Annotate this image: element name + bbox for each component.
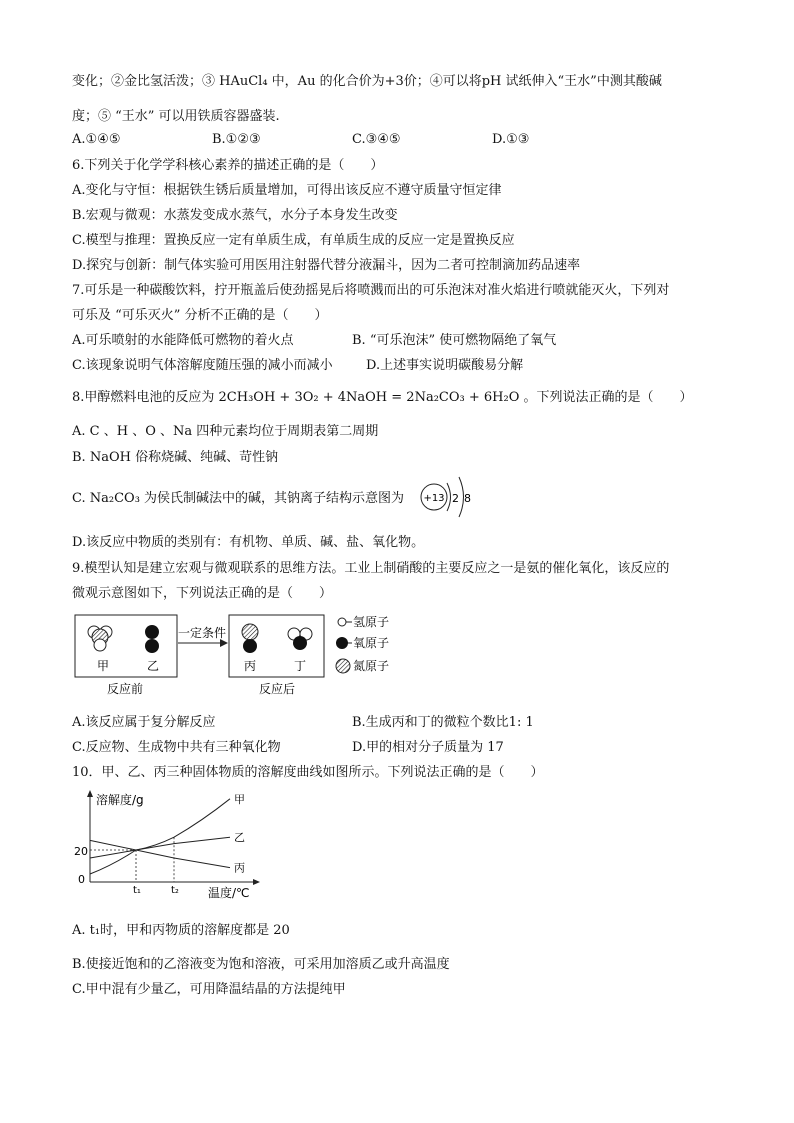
q10-option-c: C.甲中混有少量乙，可用降温结晶的方法提纯甲 [72, 982, 346, 997]
label-before: 反应前 [107, 682, 144, 696]
y-tick-20: 20 [74, 845, 88, 858]
y-axis-arrow [87, 790, 93, 797]
shell2-count: 8 [464, 492, 471, 505]
q6-option-a: A.变化与守恒：根据铁生锈后质量增加，可得出该反应不遵守质量守恒定律 [72, 183, 502, 198]
q8-option-a: A. C 、H 、O 、Na 四种元素均位于周期表第二周期 [72, 424, 379, 439]
q9-option-b: B.生成丙和丁的微粒个数比1: 1 [352, 715, 534, 730]
q9-option-a: A.该反应属于复分解反应 [72, 715, 216, 730]
label-bing: 丙 [244, 659, 257, 673]
no-molecule [242, 624, 258, 653]
label-ding: 丁 [294, 659, 307, 673]
shell1-count: 2 [452, 492, 459, 505]
q9-stem-1: 9.模型认知是建立宏观与微观联系的思维方法。工业上制硝酸的主要反应之一是氨的催化氧化，该反应的 [72, 561, 670, 576]
legend-nitrogen [336, 659, 389, 673]
o2-molecule [145, 625, 159, 653]
q6-stem: 6.下列关于化学学科核心素养的描述正确的是（ ） [72, 158, 384, 173]
curve-jia [90, 799, 230, 874]
q9-stem-2: 微观示意图如下，下列说法正确的是（ ） [72, 586, 333, 601]
q7-option-b: B. “可乐泡沫” 使可燃物隔绝了氧气 [352, 333, 557, 348]
q8-stem: 8.甲醇燃料电池的反应为 2CH₃OH + 3O₂ + 4NaOH = 2Na₂CO₃ + 6H₂O 。下列说法正确的是（ ） [72, 390, 693, 405]
electron-shell-2 [459, 477, 464, 517]
legend-oxygen [336, 636, 389, 650]
q6-option-b: B.宏观与微观：水蒸发变成水蒸气，水分子本身发生改变 [72, 208, 398, 223]
q7-stem-2: 可乐及 “可乐灭火” 分析不正确的是（ ） [72, 308, 328, 323]
y-tick-0: 0 [78, 873, 85, 886]
q5-option-a: A.①④⑤ [72, 132, 121, 147]
x-tick-t2: t₂ [171, 885, 179, 896]
x-axis-arrow [253, 879, 260, 885]
q7-option-a: A.可乐喷射的水能降低可燃物的着火点 [72, 333, 294, 348]
q8-option-c: C. Na₂CO₃ 为侯氏制碱法中的碱，其钠离子结构示意图为 [72, 491, 405, 506]
svg-text:氮原子: 氮原子 [353, 659, 390, 673]
h2o-molecule [288, 628, 312, 650]
q8-option-b: B. NaOH 俗称烧碱、纯碱、苛性钠 [72, 450, 279, 465]
arrow-condition: 一定条件 [178, 626, 227, 640]
electron-shell-1 [447, 483, 451, 511]
reaction-diagram [72, 610, 412, 702]
q10-stem: 10．甲、乙、丙三种固体物质的溶解度曲线如图所示。下列说法正确的是（ ） [72, 765, 544, 780]
nucleus-charge: +13 [423, 493, 445, 504]
q6-option-d: D.探究与创新：制气体实验可用医用注射器代替分液漏斗，因为二者可控制滴加药品速率 [72, 258, 581, 273]
q5-option-d: D.①③ [492, 132, 530, 147]
q8-option-d: D.该反应中物质的类别有：有机物、单质、碱、盐、氧化物。 [72, 535, 425, 550]
q6-option-c: C.模型与推理：置换反应一定有单质生成，有单质生成的反应一定是置换反应 [72, 233, 515, 248]
series-label-yi: 乙 [234, 831, 245, 845]
q9-option-c: C.反应物、生成物中共有三种氧化物 [72, 740, 281, 755]
y-axis-label: 溶解度/g [96, 793, 144, 807]
q5-option-c: C.③④⑤ [352, 132, 401, 147]
q5-line2: 度；⑤ “王水” 可以用铁质容器盛装. [72, 109, 280, 124]
svg-text:氢原子: 氢原子 [353, 615, 390, 629]
label-after: 反应后 [259, 682, 296, 696]
label-jia: 甲 [97, 659, 110, 673]
q5-line1: 变化；②金比氢活泼；③ HAuCl₄ 中，Au 的化合价为+3价；④可以将pH 试纸伸入“王水”中测其酸碱 [72, 74, 662, 89]
x-axis-label: 温度/℃ [208, 886, 250, 899]
sodium-ion-diagram [414, 471, 474, 523]
series-label-bing: 丙 [234, 861, 245, 875]
reactants-box [75, 615, 177, 677]
q7-option-c: C.该现象说明气体溶解度随压强的减小而减小 [72, 358, 333, 373]
q9-option-d: D.甲的相对分子质量为 17 [352, 740, 504, 755]
series-label-jia: 甲 [234, 792, 245, 806]
q5-option-b: B.①②③ [212, 132, 261, 147]
q7-option-d: D.上述事实说明碳酸易分解 [366, 358, 524, 373]
q10-option-b: B.使接近饱和的乙溶液变为饱和溶液，可采用加溶质乙或升高温度 [72, 957, 450, 972]
q7-stem-1: 7.可乐是一种碳酸饮料，拧开瓶盖后使劲摇晃后将喷溅而出的可乐泡沫对准火焰进行喷就能灭火，下列对 [72, 283, 670, 298]
solubility-chart [72, 787, 272, 899]
reaction-arrow-head [220, 639, 228, 647]
q10-option-a: A. t₁时，甲和丙物质的溶解度都是 20 [72, 923, 290, 938]
q5-options [72, 132, 722, 147]
x-tick-t1: t₁ [133, 885, 141, 896]
nh3-molecule [88, 626, 112, 651]
svg-text:氧原子: 氧原子 [353, 636, 390, 650]
label-yi: 乙 [147, 659, 160, 673]
legend-hydrogen [338, 615, 389, 629]
